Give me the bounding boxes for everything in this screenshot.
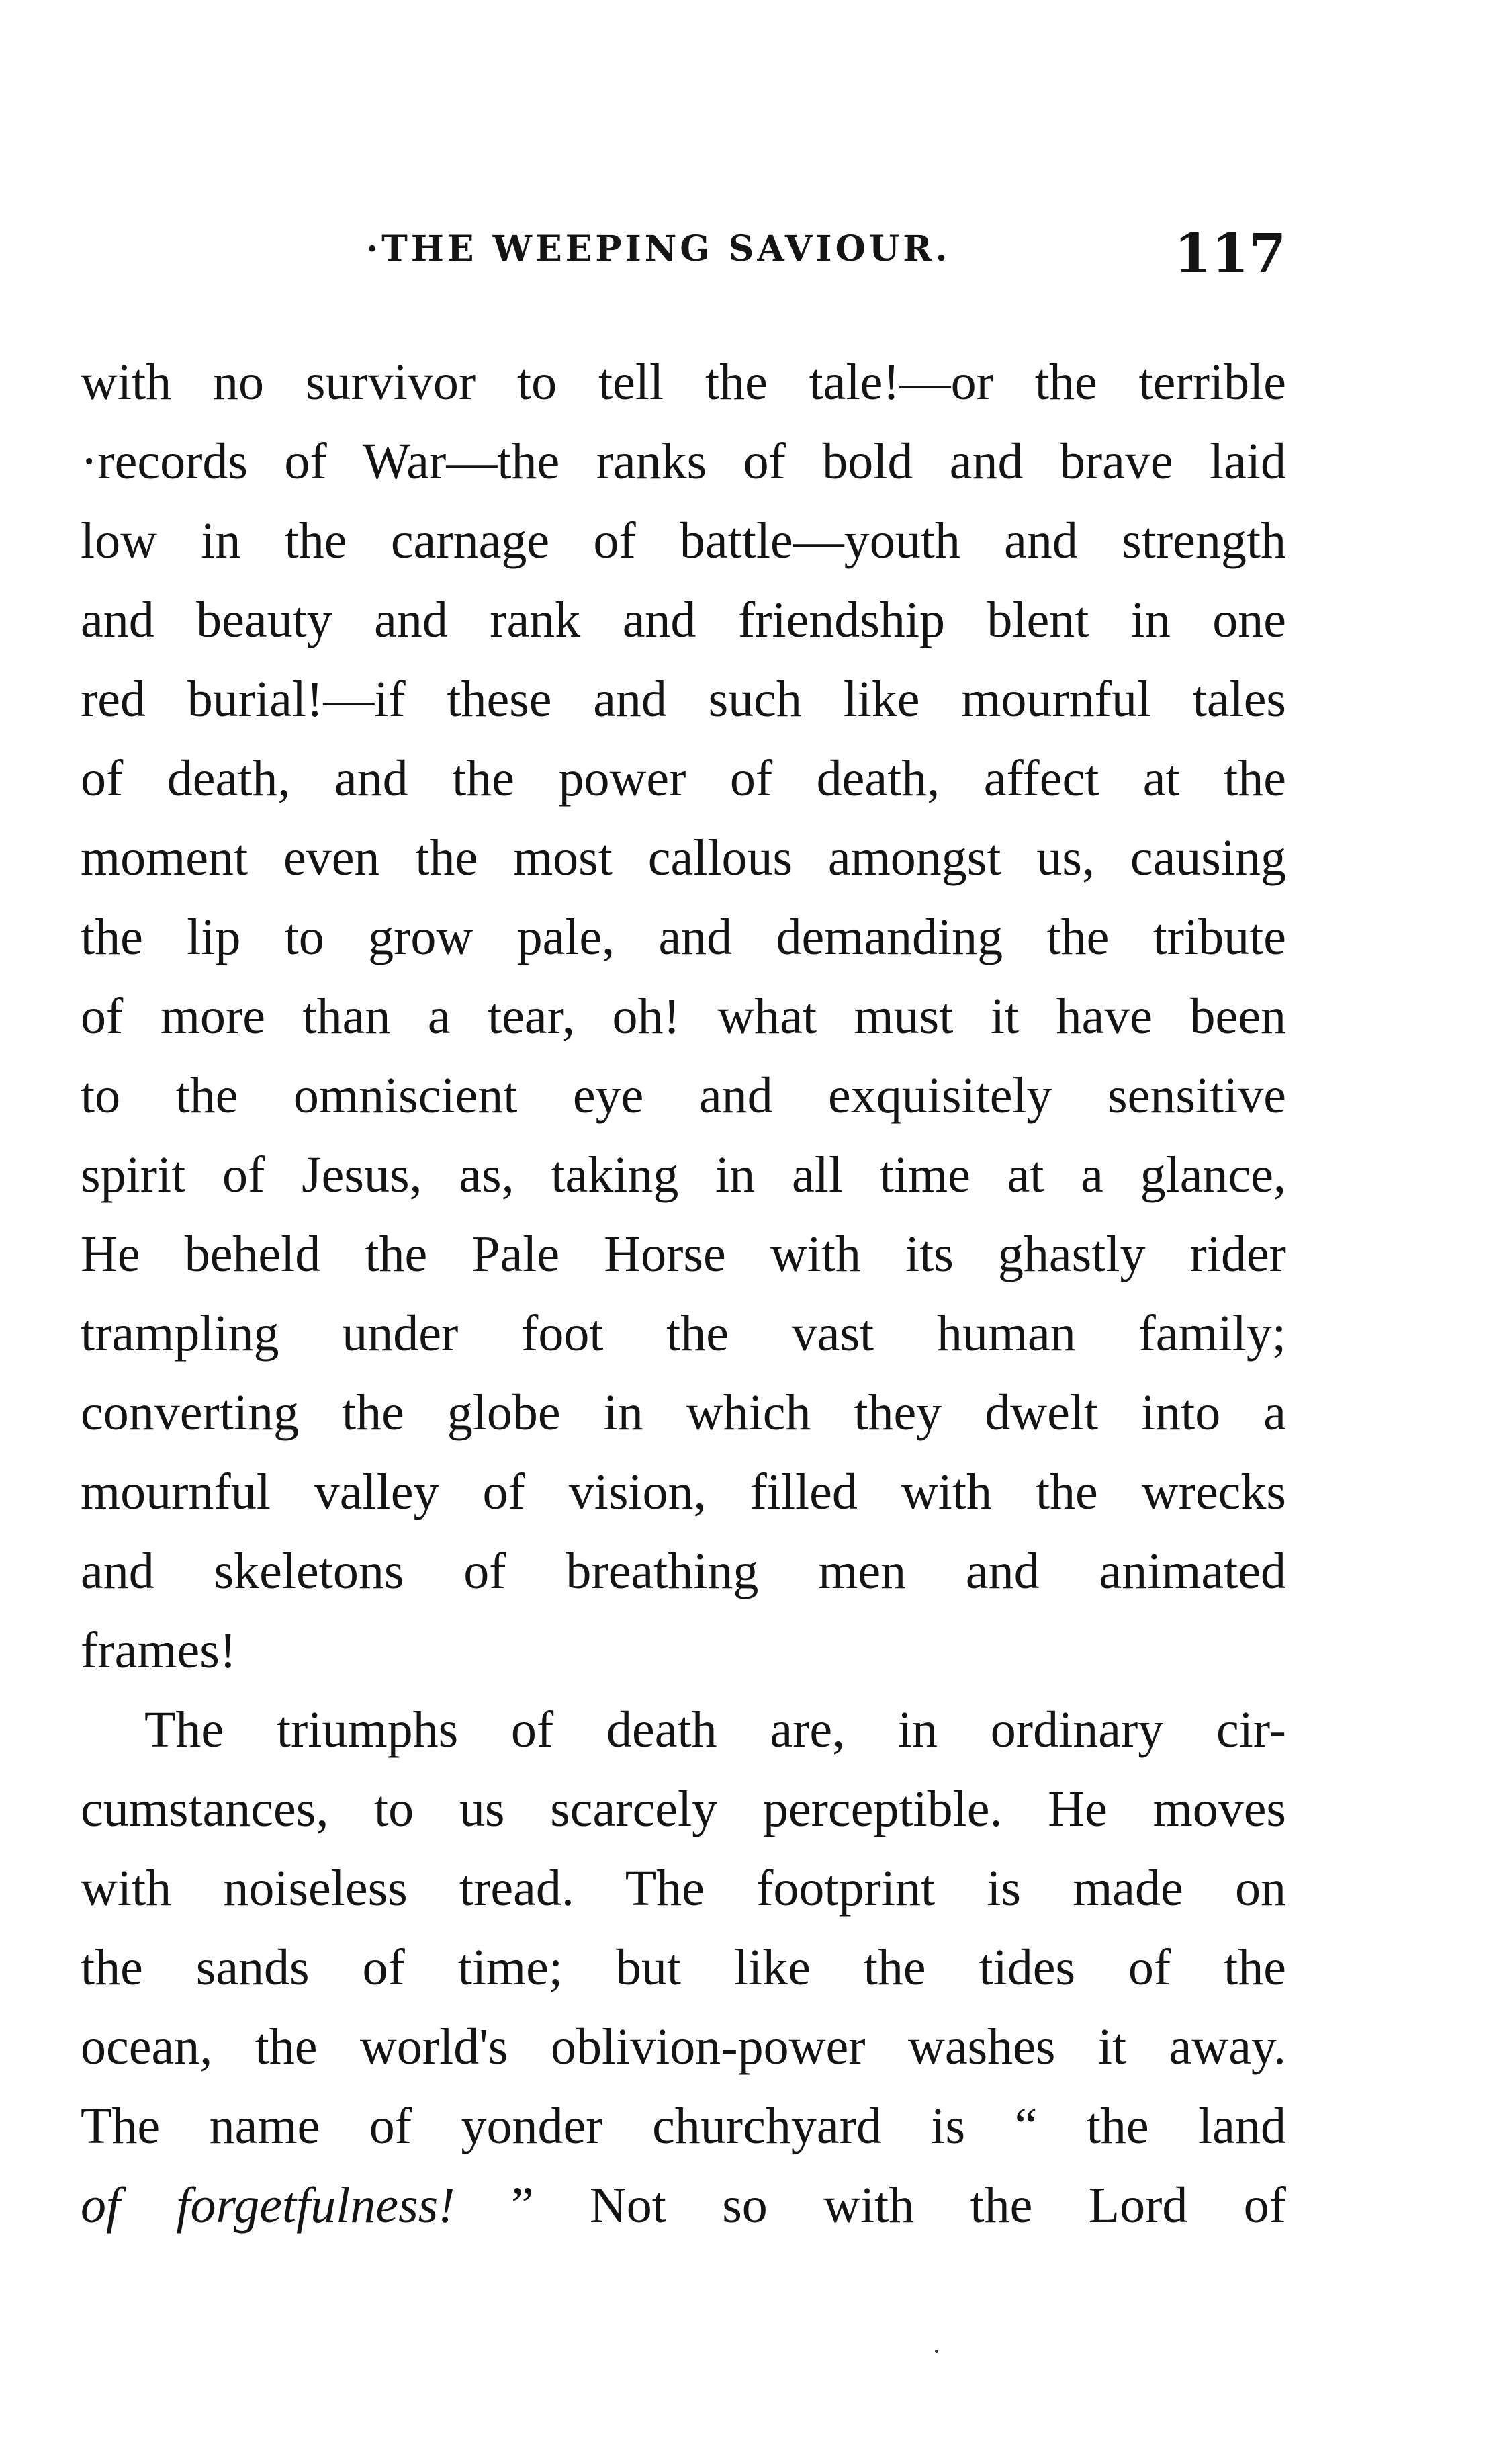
text-line: to the omniscient eye and exquisitely sensitive [81, 1067, 1286, 1124]
text-line: spirit of Jesus, as, taking in all time at a glance, [81, 1147, 1286, 1203]
running-title: ·THE WEEPING SAVIOUR. [366, 228, 951, 269]
body-text [81, 343, 1286, 2245]
text-line [81, 2166, 1286, 2245]
text-line: red burial!—if these and such like mournful tales [81, 671, 1286, 728]
italic-phrase: of forgetfulness! [81, 2177, 455, 2234]
text-line: the sands of time; but like the tides of the [81, 1939, 1286, 1996]
text-line: moment even the most callous amongst us, causing [81, 830, 1286, 886]
text-line: He beheld the Pale Horse with its ghastly rider [81, 1226, 1286, 1282]
running-head [81, 222, 1286, 285]
text-line: mournful valley of vision, filled with the wrecks [81, 1464, 1286, 1520]
text-line: with noiseless tread. The footprint is made on [81, 1860, 1286, 1917]
text-line: cumstances, to us scarcely perceptible. He moves [81, 1781, 1286, 1837]
text-line: frames! [81, 1622, 237, 1679]
line-remainder: ” Not so with the Lord of [455, 2177, 1286, 2234]
text-line: and skeletons of breathing men and animated [81, 1543, 1286, 1599]
print-speck [935, 2350, 938, 2353]
text-line: The name of yonder churchyard is “ the land [81, 2098, 1286, 2154]
text-line: and beauty and rank and friendship blent in one [81, 592, 1286, 648]
text-line: of death, and the power of death, affect at the [81, 750, 1286, 807]
text-line: of more than a tear, oh! what must it have been [81, 988, 1286, 1045]
text-line: converting the globe in which they dwelt into a [81, 1384, 1286, 1441]
text-line: low in the carnage of battle—youth and strength [81, 513, 1286, 569]
text-line: ocean, the world's oblivion-power washes it away. [81, 2019, 1286, 2075]
text-line: trampling under foot the vast human family; [81, 1305, 1286, 1362]
text-line: The triumphs of death are, in ordinary cir- [144, 1702, 1286, 1758]
page-number: 117 [1174, 222, 1286, 285]
text-line: the lip to grow pale, and demanding the tribute [81, 909, 1286, 965]
text-line: with no survivor to tell the tale!—or the terrible [81, 354, 1286, 410]
text-line: ·records of War—the ranks of bold and brave laid [81, 433, 1286, 490]
